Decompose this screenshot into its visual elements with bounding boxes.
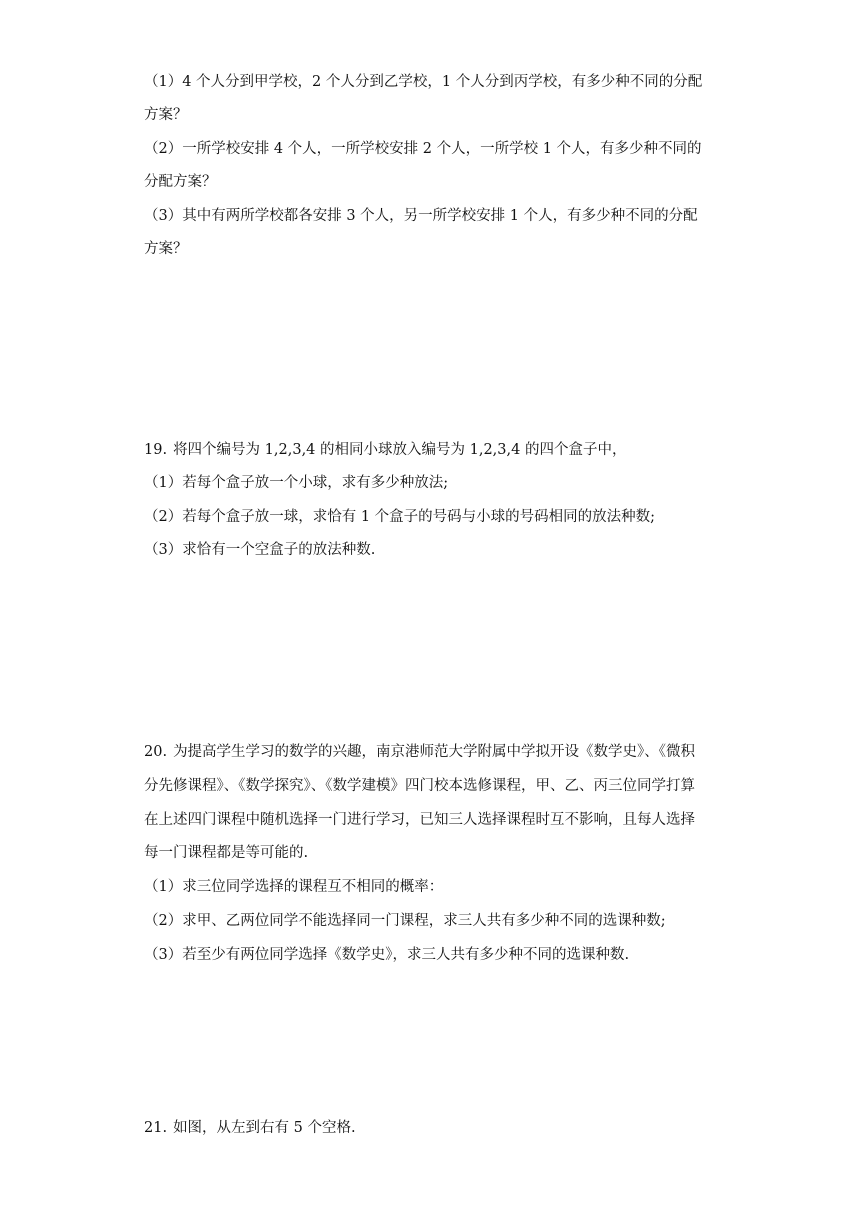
q20-number: 20. bbox=[144, 744, 168, 760]
q20-stem-1: 为提高学生学习的数学的兴趣，南京港师范大学附属中学拟开设《数学史》、《微积 bbox=[173, 744, 696, 760]
q20-stem-line-3: 在上述四门课程中随机选择一门进行学习，已知三人选择课程时互不影响，且每人选择 bbox=[144, 812, 695, 828]
q18-part-1-line-1: （1）4 个人分到甲学校，2 个人分到乙学校，1 个人分到丙学校，有多少种不同的分配 bbox=[144, 74, 703, 90]
q20-part-1: （1）求三位同学选择的课程互不相同的概率： bbox=[144, 879, 444, 895]
q19-part-2: （2）若每个盒子放一球，求恰有 1 个盒子的号码与小球的号码相同的放法种数; bbox=[144, 509, 656, 525]
q18-part-3-line-1: （3）其中有两所学校都各安排 3 个人，另一所学校安排 1 个人，有多少种不同的分配 bbox=[144, 208, 698, 224]
q21-stem-line bbox=[144, 1118, 356, 1138]
q19-stem-line bbox=[144, 440, 626, 460]
q20-stem-line-2: 分先修课程》、《数学探究》、《数学建模》四门校本选修课程，甲、乙、丙三位同学打算 bbox=[144, 778, 695, 794]
q20-part-3: （3）若至少有两位同学选择《数学史》，求三人共有多少种不同的选课种数. bbox=[144, 947, 630, 963]
q18-part-2-line-1: （2）一所学校安排 4 个人，一所学校安排 2 个人，一所学校 1 个人，有多少种不同的 bbox=[144, 141, 702, 157]
q19-part-3: （3）求恰有一个空盒子的放法种数. bbox=[144, 542, 376, 558]
q20-stem-line-4: 每一门课程都是等可能的. bbox=[144, 845, 309, 861]
q20-part-2: （2）求甲、乙两位同学不能选择同一门课程，求三人共有多少种不同的选课种数; bbox=[144, 913, 666, 929]
q20-stem-line-1 bbox=[144, 742, 695, 762]
q19-part-1: （1）若每个盒子放一个小球，求有多少种放法; bbox=[144, 475, 449, 491]
q19-number: 19. bbox=[144, 442, 168, 458]
q18-part-1-line-2: 方案？ bbox=[144, 107, 188, 123]
q21-number: 21. bbox=[144, 1120, 168, 1136]
q21-stem: 如图，从左到右有 5 个空格. bbox=[173, 1120, 356, 1136]
q19-stem: 将四个编号为 1,2,3,4 的相同小球放入编号为 1,2,3,4 的四个盒子中， bbox=[173, 442, 627, 458]
q18-part-3-line-2: 方案？ bbox=[144, 241, 188, 257]
q18-part-2-line-2: 分配方案？ bbox=[144, 174, 217, 190]
